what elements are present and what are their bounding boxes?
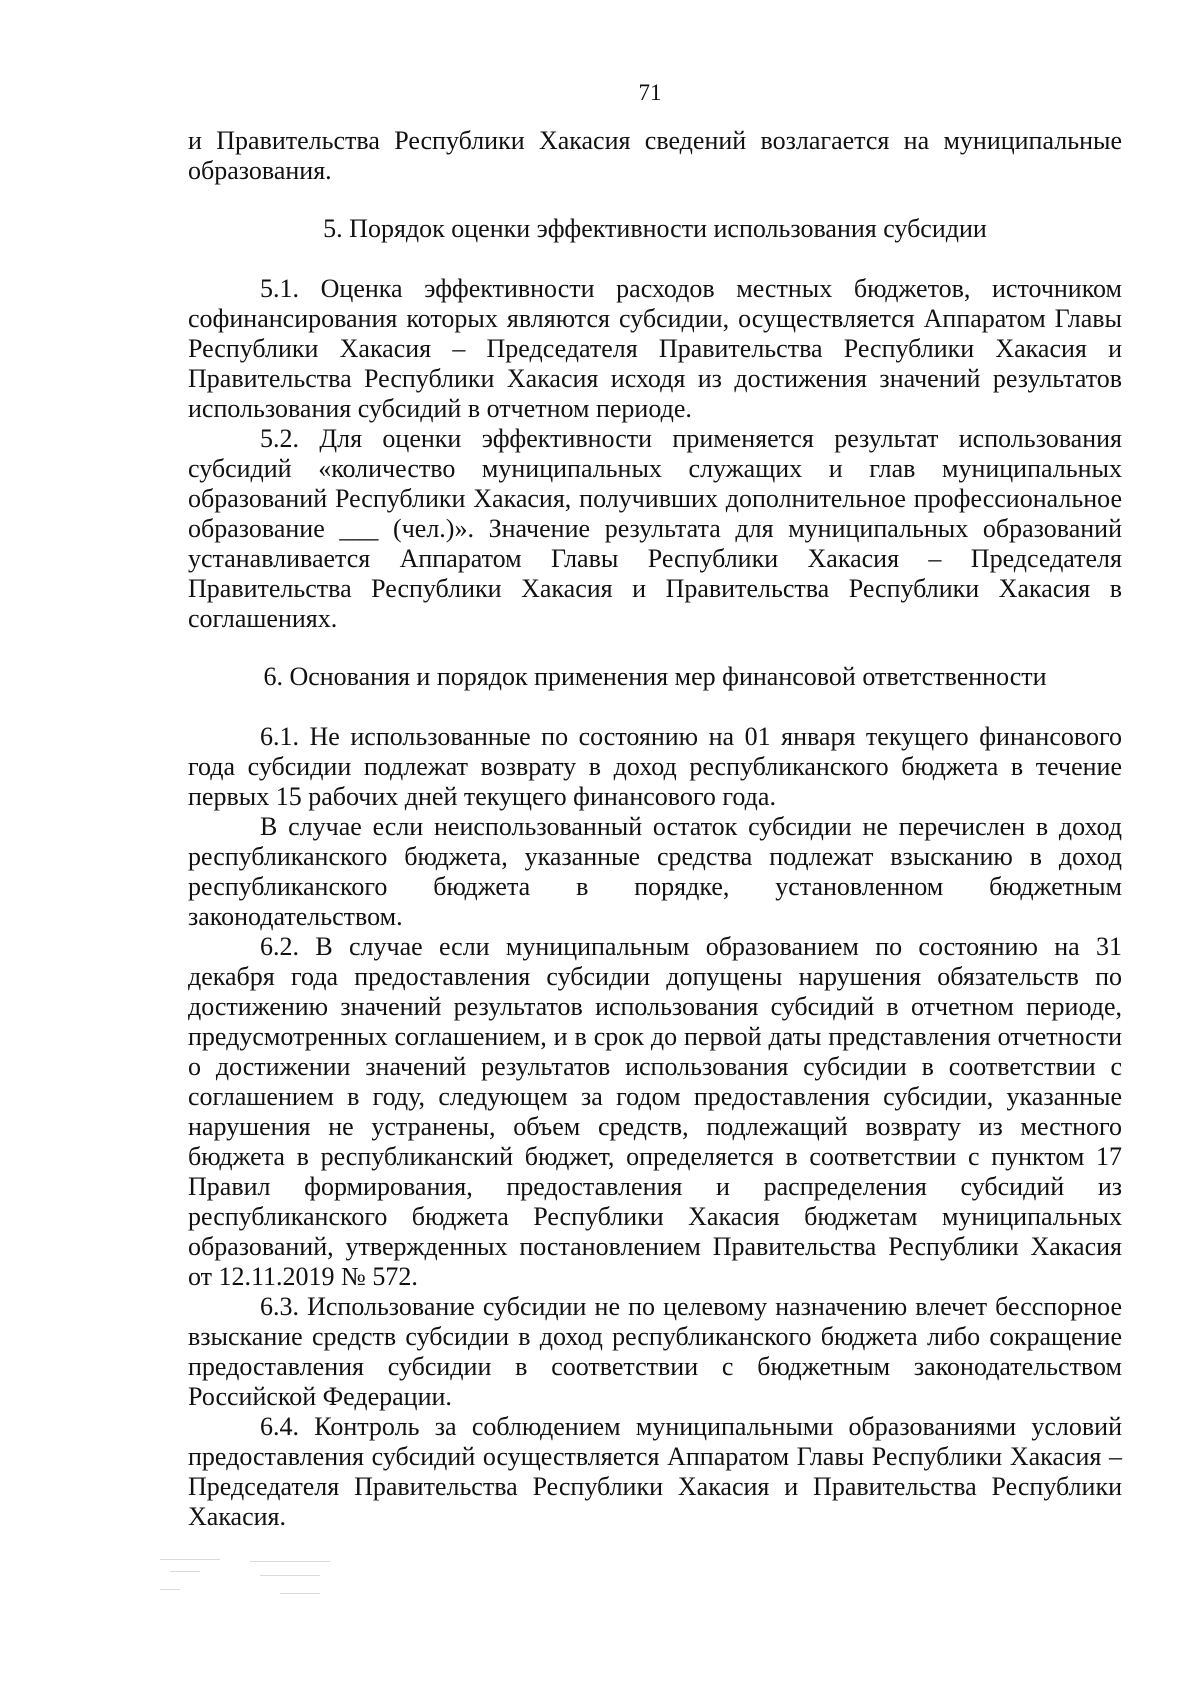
paragraph-6-2: 6.2. В случае если муниципальным образованием по состоянию на 31 декабря года предоставления субсидии допущены нарушения обязательств по достижению значений результатов использования субсидий в отчетном периоде, предусмотренных соглашением, и в срок до первой даты представления отчетности о достижении значений результатов использования субсидии в соответствии с соглашением в году, следующем за годом предоставления субсидии, указанные нарушения не устранены, объем средств, подлежащий возврату из местного бюджета в республиканский бюджет, определяется в соответствии с пунктом 17 Правил формирования, предоставления и распределения субсидий из республиканского бюджета Республики Хакасия бюджетам муниципальных образований, утвержденных постановлением Правительства Республики Хакасия от 12.11.2019 № 572. [188,932,1122,1291]
paragraph-6-1-remainder: В случае если неиспользованный остаток субсидии не перечислен в доход республиканского бюджета, указанные средства подлежат взысканию в доход республиканского бюджета в порядке, установленном бюджетным законодательством. [188,812,1122,931]
document-body [188,126,1122,1532]
section-heading-5: 5. Порядок оценки эффективности использования субсидии [323,214,987,243]
paragraph-5-2: 5.2. Для оценки эффективности применяется результат использования субсидий «количество муниципальных служащих и глав муниципальных образований Республики Хакасия, получивших дополнительное профессиональное образование ___ (чел.)». Значение результата для муниципальных образований устанавливается Аппаратом Главы Республики Хакасия – Председателя Правительства Республики Хакасия и Правительства Республики Хакасия в соглашениях. [188,424,1122,633]
paragraph-6-1: 6.1. Не использованные по состоянию на 01 января текущего финансового года субсидии подлежат возврату в доход республиканского бюджета в течение первых 15 рабочих дней текущего финансового года. [188,722,1122,811]
section-heading-6: 6. Основания и порядок применения мер финансовой ответственности [263,662,1047,691]
page-number: 71 [638,80,662,105]
paragraph-5-1: 5.1. Оценка эффективности расходов местных бюджетов, источником софинансирования которых являются субсидии, осуществляется Аппаратом Главы Республики Хакасия – Председателя Правительства Республики Хакасия и Правительства Республики Хакасия исходя из достижения значений результатов использования субсидий в отчетном периоде. [188,274,1122,423]
paragraph-6-4: 6.4. Контроль за соблюдением муниципальными образованиями условий предоставления субсидий осуществляется Аппаратом Главы Республики Хакасия – Председателя Правительства Республики Хакасия и Правительства Республики Хакасия. [188,1412,1122,1531]
paragraph-6-3: 6.3. Использование субсидии не по целевому назначению влечет бесспорное взыскание средств субсидии в доход республиканского бюджета либо сокращение предоставления субсидии в соответствии с бюджетным законодательством Российской Федерации. [188,1292,1122,1411]
scan-artifact [160,1555,370,1615]
paragraph-continuation: и Правительства Республики Хакасия сведений возлагается на муниципальные образования. [188,126,1122,185]
